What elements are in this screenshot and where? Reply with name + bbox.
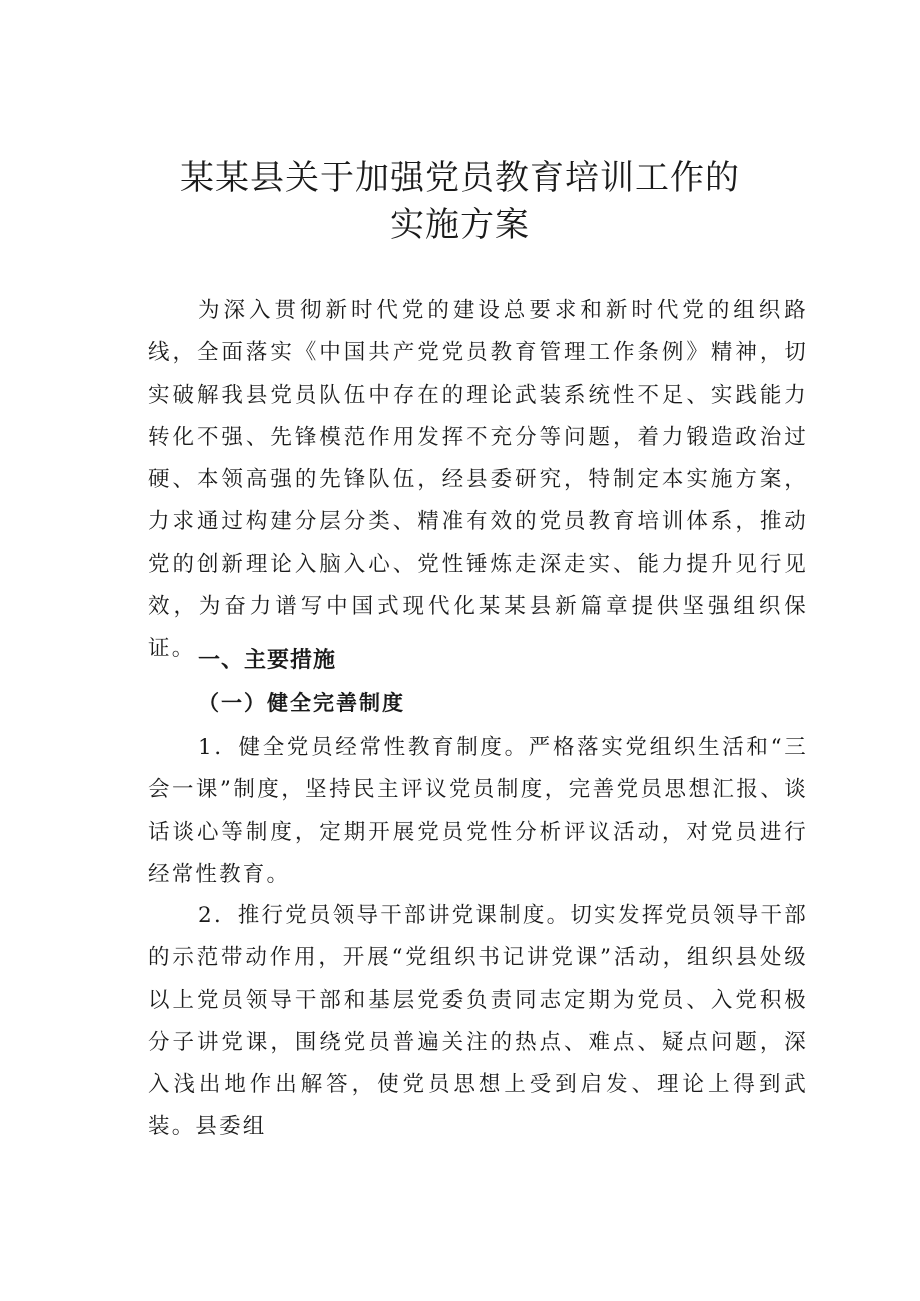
document-title-line2: 实施方案 [390,205,530,245]
item-paragraph-2: 2．推行党员领导干部讲党课制度。切实发挥党员领导干部的示范带动作用，开展“党组织书记讲党课”活动，组织县处级以上党员领导干部和基层党委负责同志定期为党员、入党积极分子讲党课，围绕党员普遍关注的热点、难点、疑点问题，深入浅出地作出解答，使党员思想上受到启发、理论上得到武装。县委组 [148,903,808,1140]
intro-paragraph: 为深入贯彻新时代党的建设总要求和新时代党的组织路线，全面落实《中国共产党党员教育管理工作条例》精神，切实破解我县党员队伍中存在的理论武装系统性不足、实践能力转化不强、先锋模范作用发挥不充分等问题，着力锻造政治过硬、本领高强的先锋队伍，经县委研究，特制定本实施方案，力求通过构建分层分类、精准有效的党员教育培训体系，推动党的创新理论入脑入心、党性锤炼走深走实、能力提升见行见效，为奋力谱写中国式现代化某某县新篇章提供坚强组织保证。 [148,298,808,662]
item-paragraph-1: 1．健全党员经常性教育制度。严格落实党组织生活和“三会一课”制度，坚持民主评议党员制度，完善党员思想汇报、谈话谈心等制度，定期开展党员党性分析评议活动，对党员进行经常性教育。 [148,735,808,887]
subsection-heading-system: （一）健全完善制度 [198,690,405,715]
section-heading-main-measures: 一、主要措施 [198,648,337,673]
document-title-line1: 某某县关于加强党员教育培训工作的 [180,158,740,198]
